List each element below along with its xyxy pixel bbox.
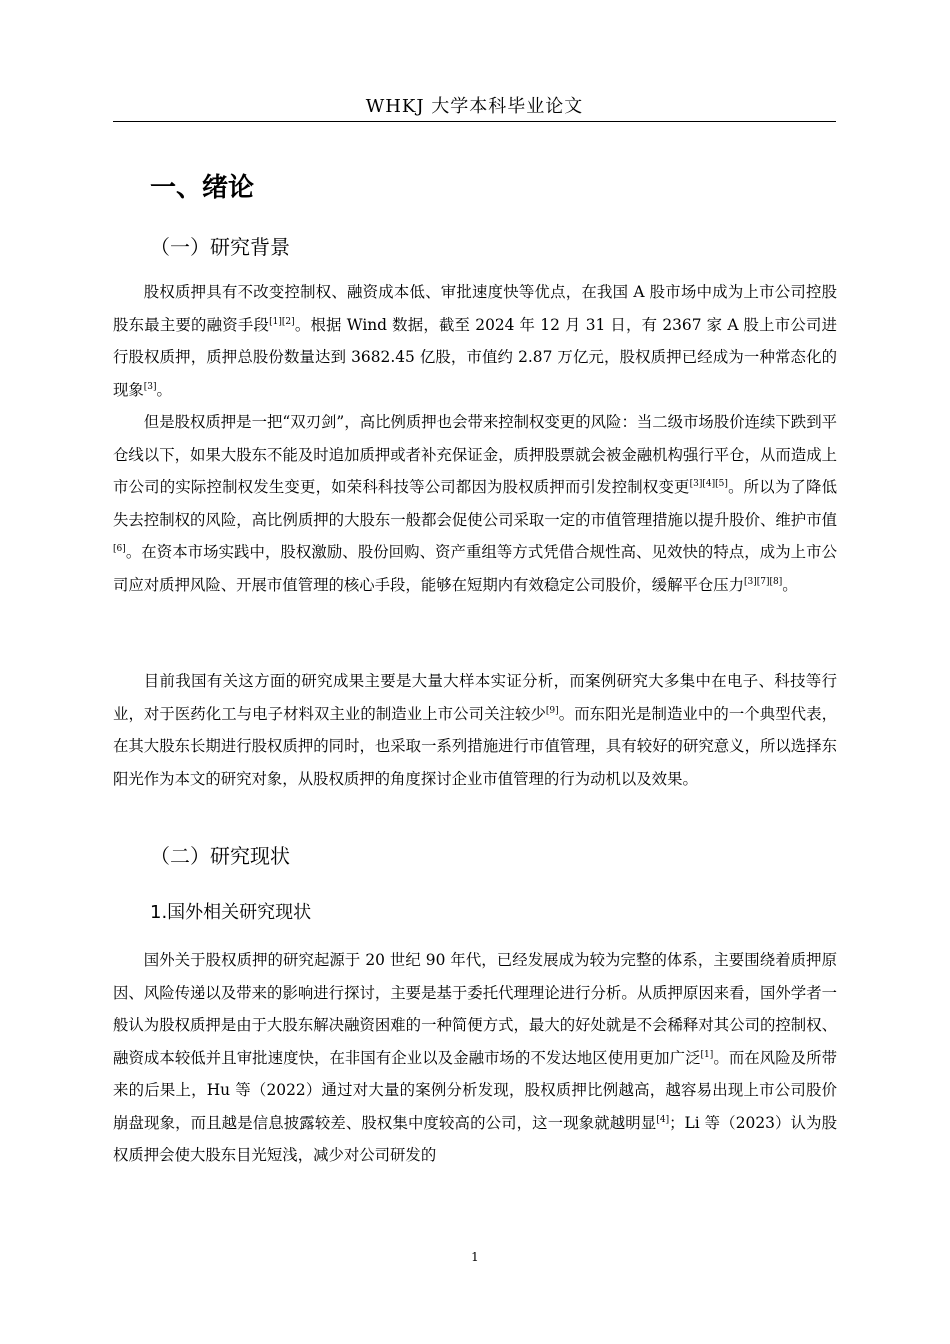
- citation-ref: [3][4][5]: [689, 478, 728, 489]
- section-title-background: （一）研究背景: [150, 235, 290, 259]
- page-header: WHKJ 大学本科毕业论文: [365, 96, 584, 117]
- paragraph: [113, 406, 837, 601]
- citation-ref: [1][2]: [269, 316, 295, 327]
- citation-ref: [3]: [143, 381, 157, 392]
- paragraph-text: 但是股权质押是一把“双刃剑”，高比例质押也会带来控制权变更的风险：当二级市场股价连续下跌到平仓线以下，如果大股东不能及时追加质押或者补充保证金，质押股票就会被金融机构强行平仓，从而造成上市公司的实际控制权发生变更，如荣科科技等公司都因为股权质押而引发控制权变更: [113, 413, 837, 496]
- paragraph-text: 。而东阳光是制造业中的一个典型代表，在其大股东长期进行股权质押的同时，也采取一系列措施进行市值管理，具有较好的研究意义，所以选择东阳光作为本文的研究对象，从股权质押的角度探讨企业市值管理的行为动机以及效果。: [113, 704, 837, 788]
- paragraph-text: 。根据 Wind 数据，截至 2024 年 12 月 31 日，有 2367 家 A 股上市公司进行股权质押，质押总股份数量达到 3682.45 亿股，市值约 2.87 万亿元，股权质押已经成为一种常态化的现象: [113, 315, 837, 399]
- citation-ref: [6]: [113, 543, 126, 554]
- paragraph-text: 。在资本市场实践中，股权激励、股份回购、资产重组等方式凭借合规性高、见效快的特点，成为上市公司应对质押风险、开展市值管理的核心手段，能够在短期内有效稳定公司股价，缓解平仓压力: [113, 543, 837, 594]
- paragraph-text: 。: [156, 380, 172, 399]
- section-title-status: （二）研究现状: [150, 844, 290, 868]
- paragraph-text: 。: [782, 575, 798, 594]
- paragraph: [113, 944, 837, 1172]
- paragraph-text: ；Li 等（2023）认为股权质押会使大股东目光短浅，减少对公司研发的: [113, 1113, 837, 1164]
- paragraph-text: 。所以为了降低失去控制权的风险，高比例质押的大股东一般都会促使公司采取一定的市值管理措施以提升股价、维护市值: [113, 478, 837, 529]
- page-number: 1: [471, 1250, 479, 1264]
- citation-ref: [9]: [545, 705, 559, 716]
- paragraph-text: 股权质押具有不改变控制权、融资成本低、审批速度快等优点，在我国 A 股市场中成为上市公司控股股东最主要的融资手段: [113, 283, 837, 334]
- header-rule: [113, 121, 836, 122]
- citation-ref: [3][7][8]: [744, 576, 783, 587]
- chapter-title: 一、绪论: [150, 173, 255, 203]
- citation-ref: [1]: [700, 1049, 714, 1060]
- paragraph: [113, 665, 837, 795]
- paragraph-text: 。而在风险及所带来的后果上，Hu 等（2022）通过对大量的案例分析发现，股权质押比例越高，越容易出现上市公司股价崩盘现象，而且越是信息披露较差、股权集中度较高的公司，这一现象就越明显: [113, 1048, 837, 1132]
- citation-ref: [4]: [656, 1114, 670, 1125]
- paragraph-text: 国外关于股权质押的研究起源于 20 世纪 90 年代，已经发展成为较为完整的体系，主要围绕着质押原因、风险传递以及带来的影响进行探讨，主要是基于委托代理理论进行分析。从质押原因来看，国外学者一般认为股权质押是由于大股东解决融资困难的一种简便方式，最大的好处就是不会稀释对其公司的控制权、融资成本较低并且审批速度快，在非国有企业以及金融市场的不发达地区使用更加广泛: [113, 951, 837, 1067]
- paragraph: [113, 276, 837, 406]
- paragraph-text: 目前我国有关这方面的研究成果主要是大量大样本实证分析，而案例研究大多集中在电子、科技等行业，对于医药化工与电子材料双主业的制造业上市公司关注较少: [113, 672, 837, 723]
- subsection-title-foreign: 1.国外相关研究现状: [150, 902, 312, 923]
